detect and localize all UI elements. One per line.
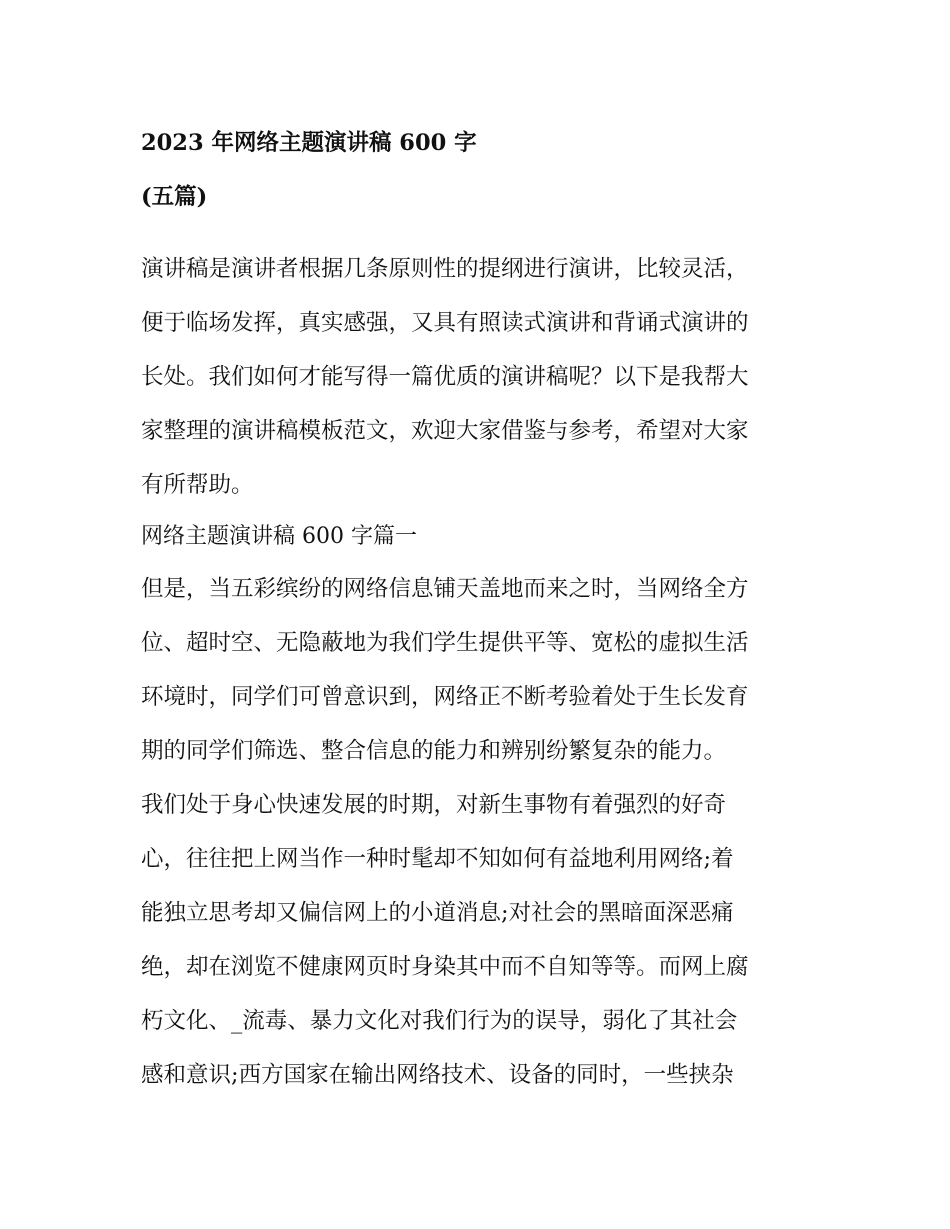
document-body (141, 242, 821, 1102)
text-line: 长处。我们如何才能写得一篇优质的演讲稿呢？以下是我帮大 (141, 364, 749, 390)
text-line: 绝，却在浏览不健康网页时身染其中而不自知等等。而网上腐 (141, 954, 749, 980)
text-line: 家整理的演讲稿模板范文，欢迎大家借鉴与参考，希望对大家 (141, 418, 749, 444)
text-line: 心，往往把上网当作一种时髦却不知如何有益地利用网络;着 (141, 846, 734, 872)
paragraph-two (141, 778, 821, 1102)
section-heading: 网络主题演讲稿 600 字篇一 (141, 524, 417, 549)
paragraph-one (141, 562, 821, 778)
text-line: 朽文化、_流毒、暴力文化对我们行为的误导，弱化了其社会 (141, 1008, 738, 1034)
text-line: 环境时，同学们可曾意识到，网络正不断考验着处于生长发育 (141, 684, 749, 710)
text-line: 我们处于身心快速发展的时期，对新生事物有着强烈的好奇 (141, 792, 727, 818)
text-line: 期的同学们筛选、整合信息的能力和辨别纷繁复杂的能力。 (141, 738, 727, 764)
text-line: 感和意识;西方国家在输出网络技术、设备的同时，一些挟杂 (141, 1062, 734, 1088)
title-line: 2023 年网络主题演讲稿 600 字 (141, 130, 477, 156)
text-line: 但是，当五彩缤纷的网络信息铺天盖地而来之时，当网络全方 (141, 576, 749, 602)
title-line: (五篇) (141, 184, 208, 210)
document-content (141, 116, 821, 1102)
text-line: 位、超时空、无隐蔽地为我们学生提供平等、宽松的虚拟生活 (141, 630, 749, 656)
text-line: 便于临场发挥，真实感强，又具有照读式演讲和背诵式演讲的 (141, 310, 749, 336)
text-line: 演讲稿是演讲者根据几条原则性的提纲进行演讲，比较灵活， (141, 256, 749, 282)
text-line: 有所帮助。 (141, 472, 254, 498)
document-title (141, 116, 821, 224)
intro-paragraph (141, 242, 821, 512)
text-line: 能独立思考却又偏信网上的小道消息;对社会的黑暗面深恶痛 (141, 900, 734, 926)
